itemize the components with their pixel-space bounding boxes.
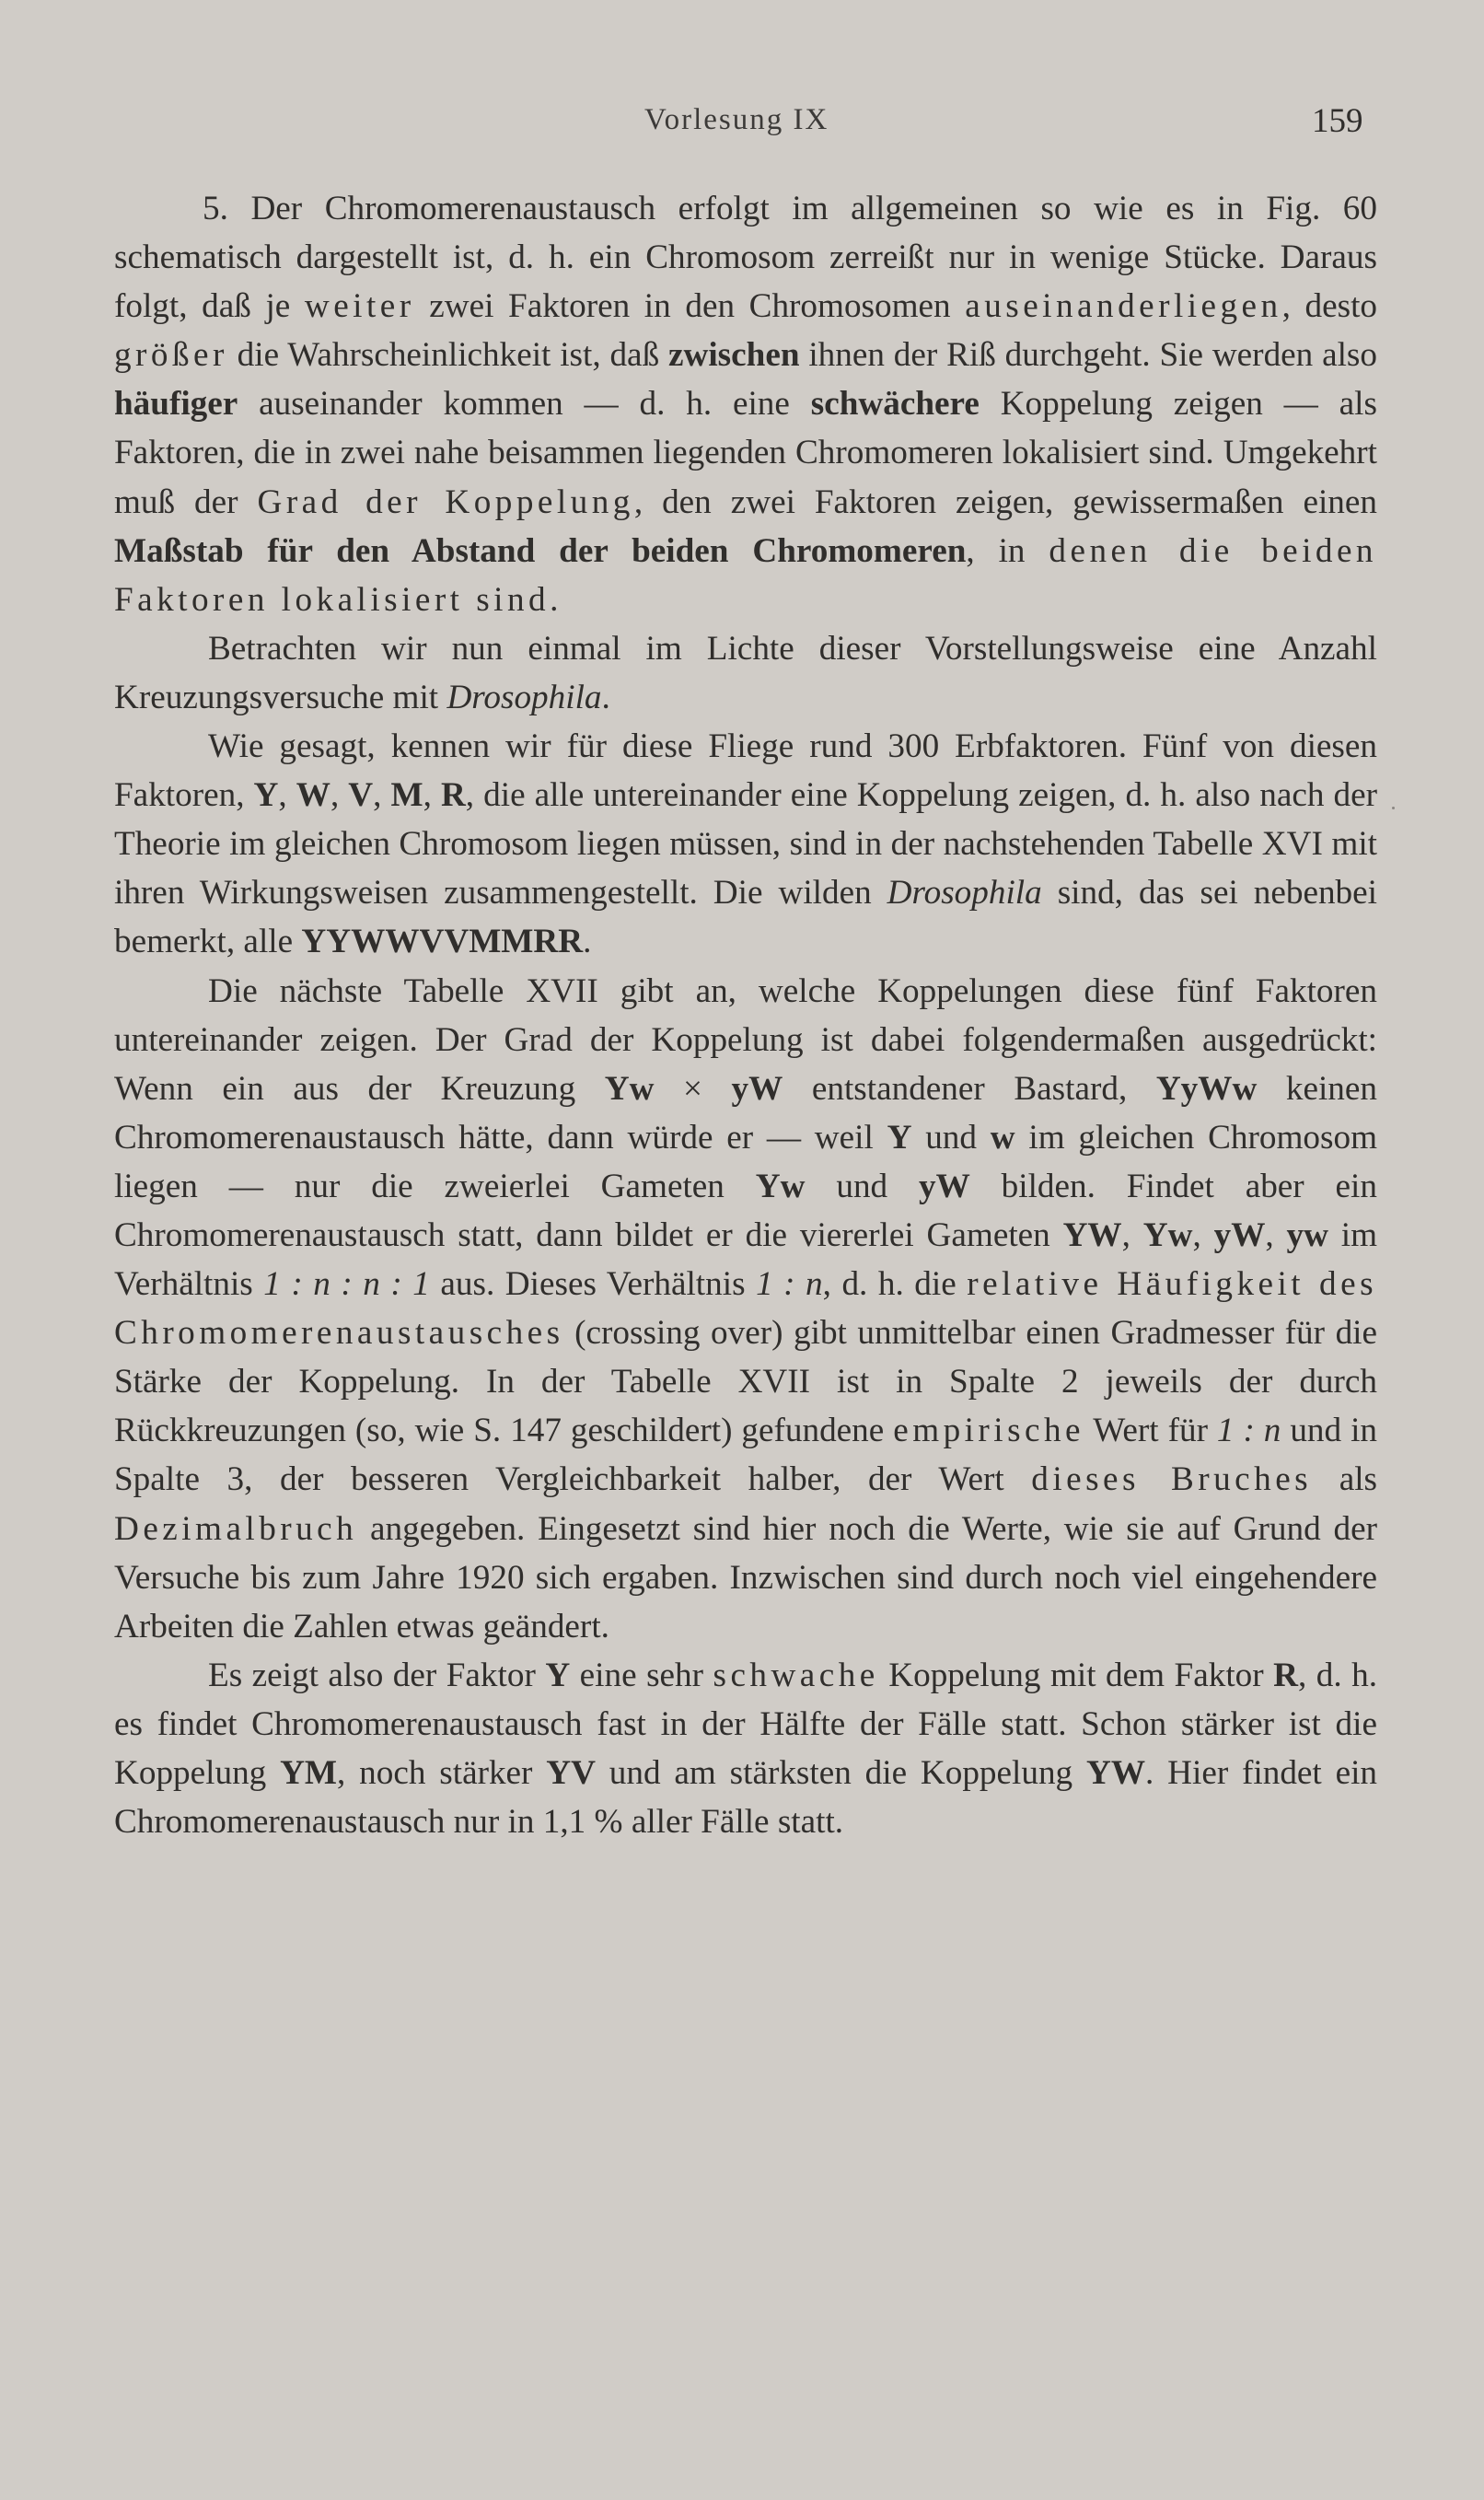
text-run: , d. h. es findet Chromomerenaustausch fast in der Hälfte der Fälle statt. Schon stärker ist die Koppelung: [114, 1656, 1377, 1792]
text-run: und am stärksten die Koppelung: [595, 1754, 1086, 1792]
text-run: größer: [114, 336, 228, 375]
text-run: sind, das sei nebenbei bemerkt, alle: [114, 874, 1377, 961]
text-run: zwischen: [667, 336, 800, 375]
text-run: schwächere: [810, 385, 980, 424]
paragraph: [114, 967, 1377, 1651]
text-run: .: [583, 923, 592, 961]
page-number: 159: [1312, 102, 1363, 140]
text-run: die Wahrscheinlichkeit ist, daß: [227, 336, 668, 375]
text-run: Yw: [1142, 1215, 1193, 1254]
paragraph: [114, 722, 1377, 966]
text-run: YyWw: [1155, 1069, 1258, 1108]
text-run: R: [1273, 1656, 1298, 1694]
text-run: yW: [919, 1167, 970, 1205]
text-run: 1 : n: [756, 1265, 823, 1304]
text-run: Wert für: [1084, 1412, 1217, 1450]
text-run: keinen Chromomerenaustausch hätte, dann würde er — weil: [114, 1069, 1377, 1157]
paragraph: [114, 184, 1377, 624]
text-run: zwei Faktoren in den Chromosomen: [414, 287, 966, 326]
text-run: YYWWVVMMRR: [301, 923, 584, 961]
text-run: ,: [373, 776, 391, 815]
text-run: yw: [1286, 1215, 1328, 1254]
text-run: Koppelung zeigen — als Faktoren, die in zwei nahe beisammen liegenden Chromomeren lokalisiert sind. Umgekehrt muß der: [114, 385, 1377, 521]
text-run: empirische: [893, 1412, 1085, 1450]
text-run: ×: [654, 1069, 732, 1108]
text-run: bilden. Findet aber ein Chromomerenaustausch statt, dann bildet er die viererlei Gameten: [114, 1167, 1377, 1254]
text-run: eine sehr: [570, 1656, 713, 1694]
text-run: Die nächste Tabelle XVII gibt an, welche Koppelungen diese fünf Faktoren untereinander zeigen. Der Grad der Koppelung ist dabei folgendermaßen ausgedrückt: Wenn ein aus der Kreuzung: [114, 971, 1377, 1108]
text-run: .: [550, 580, 559, 619]
text-run: aus. Dieses Verhältnis: [429, 1265, 757, 1304]
text-run: YW: [1062, 1215, 1122, 1254]
text-run: ,: [278, 776, 296, 815]
text-run: , in: [966, 531, 1049, 570]
text-run: Drosophila: [887, 874, 1042, 913]
text-run: , desto: [1281, 287, 1377, 326]
text-run: W: [296, 776, 330, 815]
text-run: Yw: [755, 1167, 806, 1205]
text-run: Y: [253, 776, 279, 815]
text-run: .: [601, 678, 610, 716]
text-run: Yw: [604, 1069, 655, 1108]
text-run: als: [1312, 1460, 1378, 1499]
text-run: , die alle untereinander eine Koppelung zeigen, d. h. also nach der Theorie im gleichen Chromosom liegen müssen, sind in der nachstehenden Tabelle XVI mit ihren Wirkungsweisen zusammengestellt. Die wilden: [114, 776, 1378, 913]
text-run: M: [390, 776, 423, 815]
text-run: ,: [1192, 1215, 1214, 1254]
text-run: ,: [1265, 1215, 1287, 1254]
text-run: angegeben. Eingesetzt sind hier noch die Werte, wie sie auf Grund der Versuche bis zum Jahre 1920 sich ergaben. Inzwischen sind durch noch viel eingehendere Arbeiten die Zahlen etwas geändert.: [114, 1509, 1377, 1645]
text-run: denen die beiden Faktoren lokalisiert sind: [114, 531, 1377, 619]
text-run: Drosophila: [446, 678, 602, 716]
paragraph: [114, 624, 1377, 722]
text-run: yW: [731, 1069, 783, 1108]
paragraph: [114, 1651, 1377, 1846]
text-run: YM: [280, 1754, 338, 1792]
text-run: Dezimalbruch: [114, 1509, 358, 1548]
text-run: entstandener Bastard,: [783, 1069, 1156, 1108]
text-run: , den zwei Faktoren zeigen, gewissermaßen einen: [633, 483, 1377, 521]
text-run: w: [990, 1118, 1015, 1157]
paper-speck: [1392, 807, 1395, 809]
text-run: , d. h. die: [822, 1265, 968, 1304]
text-run: schwache: [713, 1656, 879, 1694]
text-run: (crossing over) gibt unmittelbar einen Gradmesser für die Stärke der Koppelung. In der Tabelle XVII ist in Spalte 2 jeweils der durch Rückkreuzungen (so, wie S. 147 geschildert) gefundene: [114, 1314, 1377, 1450]
text-run: und: [911, 1118, 991, 1157]
text-run: Grad der Koppelung: [257, 483, 634, 521]
text-run: Maßstab für den Abstand der beiden Chromomeren: [114, 531, 967, 570]
text-run: Koppelung mit dem Faktor: [878, 1656, 1274, 1694]
text-run: und: [805, 1167, 920, 1205]
text-run: auseinanderliegen: [965, 287, 1282, 326]
text-run: 1 : n: [1216, 1412, 1281, 1450]
text-run: 1 : n : n : 1: [263, 1265, 430, 1304]
text-run: relative Häufigkeit des Chromomerenaustausches: [114, 1265, 1377, 1353]
text-run: . Hier findet ein Chromomerenaustausch nur in 1,1 % aller Fälle statt.: [114, 1754, 1378, 1842]
text-run: und in Spalte 3, der besseren Vergleichbarkeit halber, der Wert: [114, 1412, 1377, 1499]
text-run: häufiger: [114, 385, 238, 424]
text-run: ,: [330, 776, 349, 815]
text-run: Y: [887, 1118, 912, 1157]
text-run: dieses Bruches: [1031, 1460, 1313, 1499]
text-run: YW: [1085, 1754, 1146, 1792]
text-run: Y: [545, 1656, 571, 1694]
text-run: Betrachten wir nun einmal im Lichte dieser Vorstellungsweise eine Anzahl Kreuzungsversuche mit: [114, 629, 1377, 716]
text-run: , noch stärker: [337, 1754, 547, 1792]
text-run: weiter: [304, 287, 415, 326]
text-run: ,: [1121, 1215, 1143, 1254]
text-run: YV: [546, 1754, 596, 1792]
text-run: V: [348, 776, 374, 815]
running-head: Vorlesung IX: [644, 103, 829, 136]
text-run: ihnen der Riß durchgeht. Sie werden also: [799, 336, 1377, 375]
text-run: im gleichen Chromosom liegen — nur die zweierlei Gameten: [114, 1118, 1378, 1205]
body-text: [114, 184, 1377, 1846]
text-run: yW: [1213, 1215, 1266, 1254]
text-run: Wie gesagt, kennen wir für diese Fliege rund 300 Erbfaktoren. Fünf von diesen Faktoren,: [114, 727, 1377, 815]
text-run: ,: [423, 776, 441, 815]
text-run: Es zeigt also der Faktor: [208, 1656, 546, 1694]
text-run: auseinander kommen — d. h. eine: [238, 385, 811, 424]
page-header: [0, 103, 1484, 149]
text-run: 5. Der Chromomerenaustausch erfolgt im allgemeinen so wie es in Fig. 60 schematisch dargestellt ist, d. h. ein Chromosom zerreißt nur in wenige Stücke. Daraus folgt, daß je: [114, 190, 1377, 326]
text-run: R: [440, 776, 466, 815]
text-run: im Verhältnis: [114, 1215, 1378, 1304]
